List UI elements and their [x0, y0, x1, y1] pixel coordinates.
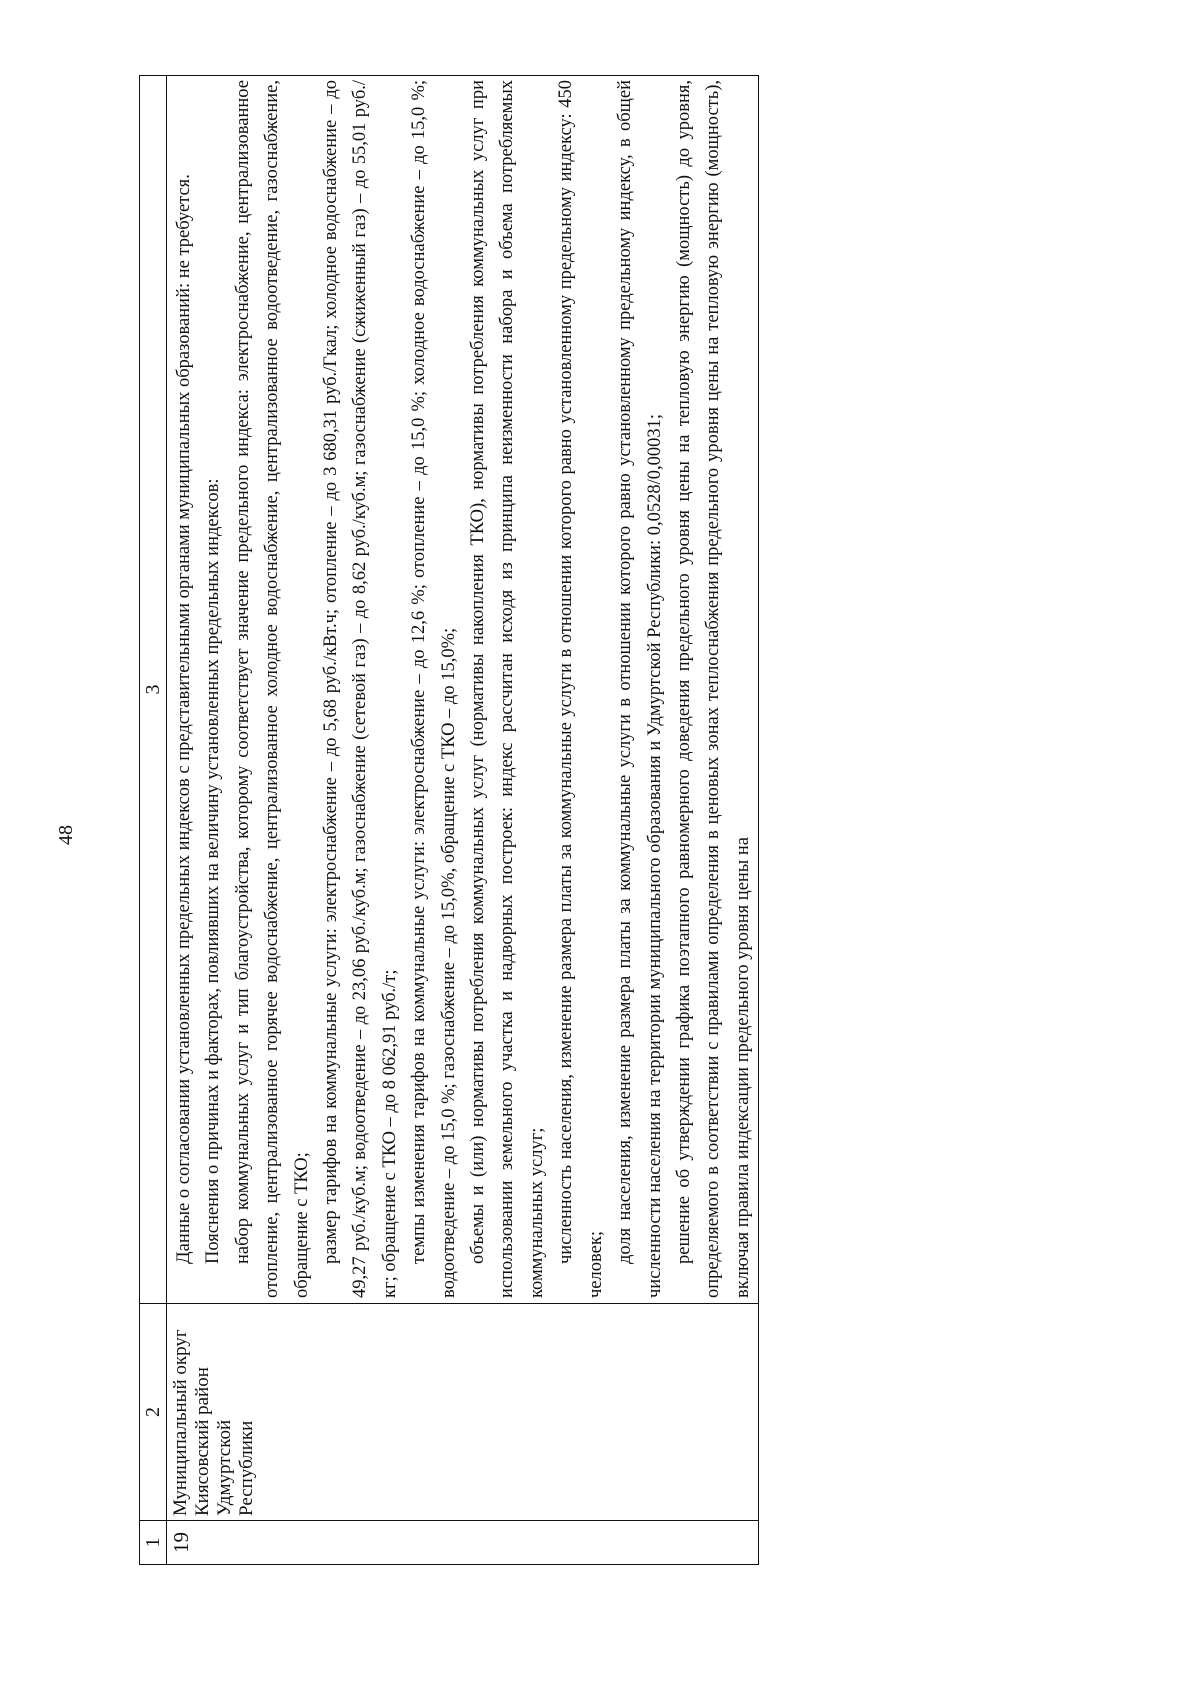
- paragraph-volumes: объемы и (или) нормативы потребления коммунальных услуг (нормативы накопления ТКО), нормативы потребления коммунальных услуг при использовании земельного участка и надворных построек: индекс рассчитан исходя из принципа неизменности набора и объема потребляемых коммунальных услуг;: [468, 80, 547, 1298]
- municipality-line: Киясовский район: [192, 1367, 213, 1516]
- paragraph-population: численность населения, изменение размера платы за коммунальные услуги в отношении которого равно установленному предельному индексу: 450 человек;: [556, 80, 606, 1298]
- paragraph-approval: Данные о согласовании установленных предельных индексов с представительными органами муниципальных образований: не требуется.: [174, 174, 194, 1264]
- data-table: [139, 75, 759, 1565]
- paragraph-tariffs: размер тарифов на коммунальные услуги: электроснабжение – до 5,68 руб./кВт.ч; отопление – до 3 680,31 руб./Гкал; холодное водоснабжение – до 49,27 руб./куб.м; водоотведение – до 23,06 руб./куб.м; газоснабжение (сетевой газ) – до 8,62 руб./куб.м; газоснабжение (сжиженный газ) – до 55,01 руб./кг; обращение с ТКО – до 8 062,91 руб./т;: [321, 80, 400, 1298]
- table-header-row: [140, 76, 167, 1565]
- column-header-3: 3: [140, 76, 167, 1304]
- rotated-page: [55, 65, 1135, 1565]
- paragraph-explanations: Пояснения о причинах и факторах, повлиявших на величину установленных предельных индексов:: [203, 478, 224, 1264]
- column-header-2: 2: [140, 1304, 167, 1521]
- paragraph-tariff-growth: темпы изменения тарифов на коммунальные услуги: электроснабжение – до 12,6 %; отопление – до 15,0 %; холодное водоснабжение – до 15,0 %; водоотведение – до 15,0 %; газоснабжение – до 15,0%, обращение с ТКО – до 15,0%;: [409, 80, 459, 1298]
- description-cell: [167, 76, 759, 1304]
- page-number: 48: [55, 825, 77, 845]
- municipality-line: Республики: [236, 1420, 257, 1516]
- paragraph-population-share: доля населения, изменение размера платы за коммунальные услуги в отношении которого равно установленному предельному индексу, в общей численности населения на территории муниципального образования и Удмуртской Республики: 0,0528/0,00031;: [615, 80, 665, 1298]
- table-row: [167, 76, 759, 1565]
- municipality-line: Муниципальный округ: [170, 1329, 191, 1516]
- paragraph-heat-decision: решение об утверждении графика поэтапного равномерного доведения предельного уровня цены на тепловую энергию (мощность) до уровня, определяемого в соответствии с правилами определения в ценовых зонах теплоснабжения предельного уровня цены на тепловую энергию (мощность), включая правила индексации предельного уровня цены на: [673, 80, 753, 1298]
- row-number: 19: [167, 1521, 759, 1565]
- column-header-1: 1: [140, 1521, 167, 1565]
- paragraph-service-set: набор коммунальных услуг и тип благоустройства, которому соответствует значение предельного индекса: электроснабжение, централизованное отопление, централизованное горячее водоснабжение, централизованное холодное водоснабжение, централизованное водоотведение, газоснабжение, обращение с ТКО;: [232, 80, 312, 1298]
- municipality-line: Удмуртской: [214, 1419, 235, 1516]
- municipality-name: [167, 1304, 759, 1521]
